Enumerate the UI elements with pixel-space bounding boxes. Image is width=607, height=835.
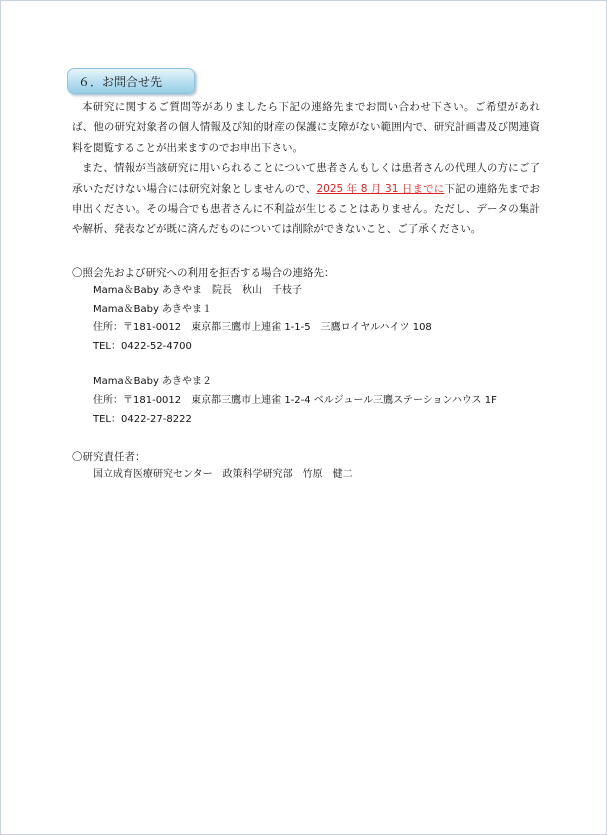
- responsible-section: [72, 448, 552, 485]
- branch1-tel: TEL：0422-52-4700: [93, 340, 192, 352]
- body-text: [72, 97, 540, 240]
- section-heading: [67, 68, 195, 94]
- deadline-highlight: 2025 年 8 月 31 日までに: [316, 182, 445, 195]
- responsible-name: 国立成育医療研究センター 政策科学研究部 竹原 健二: [93, 469, 353, 480]
- contact-section: [72, 264, 552, 429]
- paragraph-opt-out: [72, 158, 540, 240]
- branch2-name: Mama＆Baby あきやま２: [93, 376, 213, 388]
- responsible-heading: 〇研究責任者：: [72, 451, 146, 463]
- section-heading-text: ６．お問合せ先: [78, 74, 163, 89]
- paragraph-opt-out-after: 下記の連絡先までお申出ください。その場合でも患者さんに不利益が生じることはありません。ただし、データの集計や解析、発表などが既に済んだものについては削除ができないこと、ご了承ください。: [72, 182, 541, 236]
- branch2-address: 住所：〒181-0012 東京都三鷹市上連雀 1-2-4 ベルジュール三鷹ステーションハウス 1F: [93, 394, 497, 406]
- branch1-name: Mama＆Baby あきやま１: [93, 303, 213, 315]
- contact-heading: 〇照会先および研究への利用を拒否する場合の連絡先：: [72, 267, 335, 279]
- paragraph-inquiry: 本研究に関するご質問等がありましたら下記の連絡先までお問い合わせ下さい。ご希望があれば、他の研究対象者の個人情報及び知的財産の保護に支障がない範囲内で、研究計画書及び関連資料を閲覧することが出来ますのでお申出下さい。: [72, 101, 540, 154]
- branch1-address: 住所：〒181-0012 東京都三鷹市上連雀 1-1-5 三鷹ロイヤルハイツ 108: [93, 322, 432, 334]
- branch2-tel: TEL：0422-27-8222: [93, 413, 192, 425]
- clinic-director-line: Mama＆Baby あきやま 院長 秋山 千枝子: [93, 285, 303, 296]
- paragraph-opt-out-before: また、情報が当該研究に用いられることについて患者さんもしくは患者さんの代理人の方にご了承いただけない場合には研究対象としませんので、: [72, 162, 540, 195]
